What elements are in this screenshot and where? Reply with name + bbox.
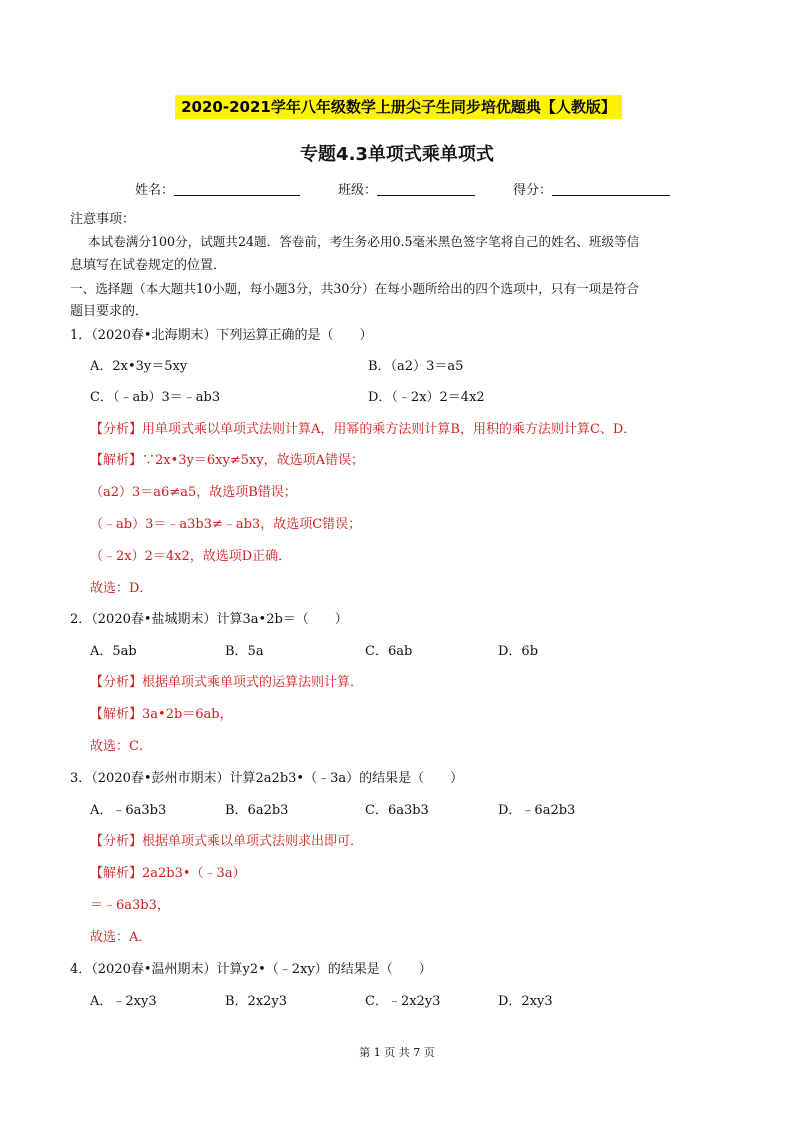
q2-option-b: B．5a bbox=[225, 644, 264, 659]
page-title: 专题4.3单项式乘单项式 bbox=[300, 144, 494, 165]
q3-option-d: D．﹣6a2b3 bbox=[498, 803, 576, 818]
q1-option-d: D．（﹣2x）2＝4x2 bbox=[368, 390, 485, 405]
name-field bbox=[135, 179, 300, 198]
question-3-stem: 3．（2020春•彭州市期末）计算2a2b3•（﹣3a）的结果是（ ） bbox=[70, 771, 464, 786]
class-label: 班级： bbox=[338, 183, 378, 198]
page-footer: 第 1 页 共 7 页 bbox=[359, 1046, 435, 1059]
q1-solution-line-3: （﹣ab）3＝﹣a3b3≠﹣ab3，故选项C错误； bbox=[90, 517, 362, 532]
notes-line-1: 本试卷满分100分，试题共24题．答卷前，考生务必用0.5毫米黑色签字笔将自己的姓名、班级等信 bbox=[88, 234, 640, 249]
q4-option-c: C．﹣2x2y3 bbox=[365, 994, 441, 1009]
q3-option-a: A．﹣6a3b3 bbox=[90, 803, 167, 818]
score-field bbox=[513, 179, 670, 198]
section-heading-line-2: 题目要求的． bbox=[70, 304, 149, 319]
q1-answer: 故选：D． bbox=[90, 581, 153, 596]
q1-option-a: A．2x•3y＝5xy bbox=[90, 359, 188, 374]
q2-analysis: 【分析】根据单项式乘单项式的运算法则计算． bbox=[90, 675, 364, 690]
q3-option-c: C．6a3b3 bbox=[365, 803, 429, 818]
class-field bbox=[338, 179, 475, 198]
question-1-stem: 1．（2020春•北海期末）下列运算正确的是（ ） bbox=[70, 328, 373, 343]
header-banner: 2020-2021学年八年级数学上册尖子生同步培优题典【人教版】 bbox=[175, 95, 622, 119]
q4-option-b: B．2x2y3 bbox=[225, 994, 288, 1009]
name-label: 姓名： bbox=[135, 183, 175, 198]
q2-option-d: D．6b bbox=[498, 644, 539, 659]
q3-answer: 故选：A． bbox=[90, 930, 152, 945]
q1-solution-line-4: （﹣2x）2＝4x2，故选项D正确． bbox=[90, 549, 292, 564]
q3-solution-line-1: 【解析】2a2b3•（﹣3a） bbox=[90, 866, 246, 881]
q3-option-b: B．6a2b3 bbox=[225, 803, 289, 818]
q2-solution-line-1: 【解析】3a•2b＝6ab， bbox=[90, 707, 233, 722]
q3-solution-line-2: ＝﹣6a3b3， bbox=[90, 898, 170, 913]
q4-option-d: D．2xy3 bbox=[498, 994, 553, 1009]
notes-heading: 注意事项： bbox=[70, 212, 136, 227]
q1-solution-line-1: 【解析】∵2x•3y＝6xy≠5xy，故选项A错误； bbox=[90, 453, 365, 468]
q4-option-a: A．﹣2xy3 bbox=[90, 994, 157, 1009]
q3-analysis: 【分析】根据单项式乘以单项式法则求出即可． bbox=[90, 834, 364, 849]
q2-option-c: C．6ab bbox=[365, 644, 413, 659]
q1-analysis: 【分析】用单项式乘以单项式法则计算A，用幂的乘方法则计算B，用积的乘方法则计算C、D． bbox=[90, 422, 637, 437]
q1-option-c: C．（﹣ab）3＝﹣ab3 bbox=[90, 390, 221, 405]
score-label: 得分： bbox=[513, 183, 553, 198]
q2-answer: 故选：C． bbox=[90, 739, 152, 754]
section-heading-line-1: 一、选择题（本大题共10小题，每小题3分，共30分）在每小题所给出的四个选项中，只有一项是符合 bbox=[70, 281, 640, 296]
question-4-stem: 4．（2020春•温州期末）计算y2•（﹣2xy）的结果是（ ） bbox=[70, 962, 432, 977]
q1-option-b: B．（a2）3＝a5 bbox=[368, 359, 464, 374]
question-2-stem: 2．（2020春•盐城期末）计算3a•2b＝（ ） bbox=[70, 612, 348, 627]
q1-solution-line-2: （a2）3＝a6≠a5，故选项B错误； bbox=[90, 485, 297, 500]
q2-option-a: A．5ab bbox=[90, 644, 137, 659]
notes-line-2: 息填写在试卷规定的位置． bbox=[70, 258, 227, 273]
